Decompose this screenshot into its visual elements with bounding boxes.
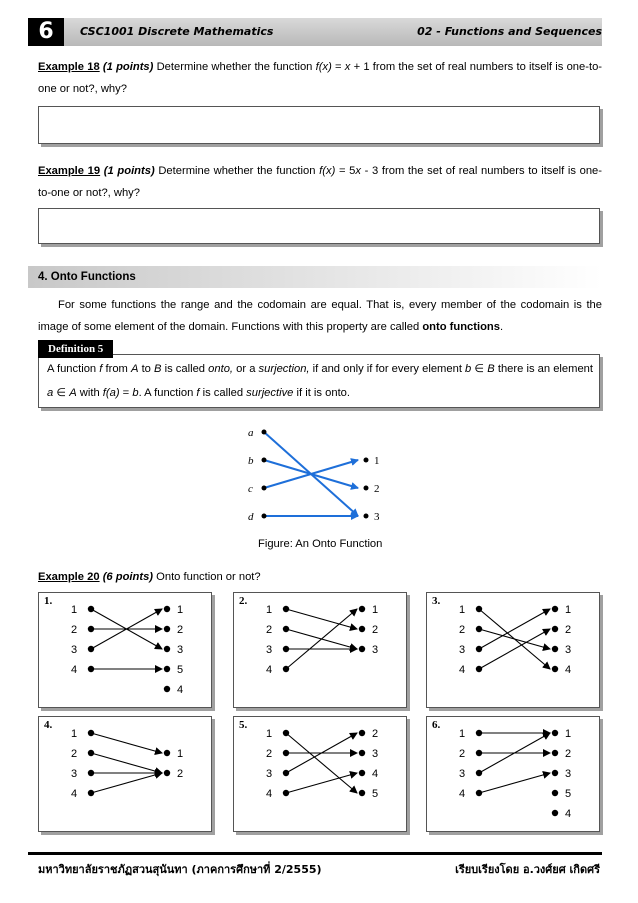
domain-label: 1	[266, 728, 273, 740]
mapping-diagram	[427, 717, 599, 831]
definition-5-box	[38, 354, 600, 408]
example-18-x: x	[344, 61, 351, 73]
codomain-label: 3	[565, 768, 572, 780]
example-18-question	[38, 56, 602, 100]
problem-number: 4.	[44, 719, 53, 731]
domain-label: 2	[266, 748, 273, 760]
codomain-point	[552, 750, 558, 756]
codomain-point	[552, 626, 558, 632]
domain-label: 4	[71, 788, 78, 800]
codomain-label: 3	[372, 748, 379, 760]
example-18-text: =	[331, 61, 345, 73]
codomain-point	[552, 646, 558, 652]
section-4-heading: 4. Onto Functions	[28, 266, 602, 288]
codomain-point	[552, 606, 558, 612]
domain-label: 2	[71, 748, 78, 760]
domain-label: c	[248, 483, 253, 495]
problem-6	[426, 716, 600, 832]
codomain-label: 3	[374, 511, 380, 523]
example-19-text: - 3 from the set of real numbers to itself is one-to-one or not?, why?	[38, 165, 602, 199]
definition-5-text: A function f from A to B is called onto, or a surjection, if and only if for every element b ∈ B there is an element a ∈ A with f(a) = b. A function f is called surjective if it is onto.	[47, 363, 594, 399]
codomain-label: 1	[177, 604, 184, 616]
example-19-text: Determine whether the function	[154, 165, 320, 177]
onto-function-figure	[240, 420, 400, 532]
mapping-arrow	[479, 609, 550, 649]
domain-point	[88, 770, 94, 776]
domain-point	[476, 666, 482, 672]
domain-label: 4	[71, 664, 78, 676]
course-title: CSC1001 Discrete Mathematics	[80, 25, 274, 38]
codomain-label: 4	[565, 664, 572, 676]
codomain-point	[364, 458, 369, 463]
codomain-point	[552, 790, 558, 796]
domain-point	[283, 770, 289, 776]
domain-label: 3	[266, 644, 273, 656]
domain-point	[476, 770, 482, 776]
codomain-point	[164, 606, 170, 612]
codomain-point	[552, 730, 558, 736]
domain-label: 1	[71, 604, 78, 616]
codomain-point	[164, 686, 170, 692]
example-19-fx: f(x)	[319, 165, 336, 177]
domain-point	[283, 750, 289, 756]
codomain-label: 2	[177, 768, 184, 780]
codomain-label: 5	[372, 788, 379, 800]
example-20-text: Onto function or not?	[153, 571, 261, 583]
intro-text: For some functions the range and the codomain are equal. That is, every member of the codomain is the image of some element of the domain. Functions with this property are called	[38, 299, 602, 333]
mapping-arrow	[91, 773, 162, 793]
mapping-arrow	[91, 753, 162, 773]
footer-rule	[28, 852, 602, 855]
codomain-point	[364, 486, 369, 491]
domain-label: 4	[459, 664, 466, 676]
codomain-point	[359, 790, 365, 796]
domain-label: 3	[459, 644, 466, 656]
codomain-point	[164, 666, 170, 672]
figure-caption: Figure: An Onto Function	[258, 538, 383, 550]
domain-point	[88, 666, 94, 672]
example-20-points: (6 points)	[102, 571, 154, 583]
example-20-question	[38, 566, 602, 588]
codomain-point	[359, 606, 365, 612]
mapping-arrow	[479, 629, 550, 649]
chapter-title: 02 - Functions and Sequences	[417, 25, 602, 38]
domain-label: 3	[266, 768, 273, 780]
domain-label: 2	[459, 748, 466, 760]
domain-label: a	[248, 427, 254, 439]
codomain-point	[552, 666, 558, 672]
domain-label: b	[248, 455, 254, 467]
codomain-label: 1	[565, 728, 572, 740]
domain-point	[476, 646, 482, 652]
codomain-label: 2	[372, 624, 379, 636]
domain-point	[88, 626, 94, 632]
codomain-point	[164, 646, 170, 652]
problem-2	[233, 592, 407, 708]
codomain-point	[164, 626, 170, 632]
domain-point	[476, 626, 482, 632]
domain-label: 1	[459, 604, 466, 616]
domain-label: 3	[459, 768, 466, 780]
example-18-title: Example 18	[38, 61, 100, 73]
codomain-point	[364, 514, 369, 519]
mapping-diagram	[234, 593, 406, 707]
mapping-arrow	[479, 773, 550, 793]
example-18-points: (1 points)	[102, 61, 154, 73]
example-19-title: Example 19	[38, 165, 101, 177]
domain-label: 4	[266, 664, 273, 676]
codomain-label: 3	[372, 644, 379, 656]
codomain-label: 1	[177, 748, 184, 760]
codomain-label: 3	[177, 644, 184, 656]
problem-number: 5.	[239, 719, 248, 731]
codomain-label: 3	[565, 644, 572, 656]
mapping-arrow	[286, 609, 357, 669]
example-19-x: x	[355, 165, 361, 177]
problem-3	[426, 592, 600, 708]
domain-label: 3	[71, 768, 78, 780]
domain-label: d	[248, 511, 254, 523]
codomain-label: 2	[374, 483, 380, 495]
mapping-arrow	[91, 733, 162, 753]
domain-point	[88, 606, 94, 612]
domain-point	[88, 730, 94, 736]
example-18-answer-box[interactable]	[38, 106, 600, 144]
problem-1	[38, 592, 212, 708]
codomain-label: 2	[177, 624, 184, 636]
codomain-point	[164, 750, 170, 756]
domain-point	[88, 646, 94, 652]
codomain-point	[359, 770, 365, 776]
mapping-diagram	[39, 593, 211, 707]
page-header	[28, 18, 602, 46]
domain-point	[476, 730, 482, 736]
codomain-label: 4	[565, 808, 572, 820]
intro-text: .	[500, 321, 504, 333]
codomain-point	[164, 770, 170, 776]
codomain-point	[359, 646, 365, 652]
domain-point	[262, 430, 267, 435]
codomain-label: 2	[565, 624, 572, 636]
example-19-text: = 5	[335, 165, 356, 177]
codomain-point	[359, 730, 365, 736]
codomain-label: 5	[177, 664, 184, 676]
chapter-number-badge: 6	[28, 18, 64, 46]
problem-number: 6.	[432, 719, 441, 731]
codomain-label: 1	[374, 455, 380, 467]
domain-label: 1	[266, 604, 273, 616]
domain-label: 2	[71, 624, 78, 636]
example-19-answer-box[interactable]	[38, 208, 600, 244]
example-18-text: + 1 from the set of real numbers to itself is one-to-one or not?, why?	[38, 61, 603, 95]
onto-functions-term: onto functions	[422, 321, 500, 333]
codomain-label: 4	[372, 768, 379, 780]
codomain-point	[552, 770, 558, 776]
domain-point	[283, 730, 289, 736]
codomain-label: 2	[565, 748, 572, 760]
domain-label: 4	[459, 788, 466, 800]
domain-point	[88, 790, 94, 796]
codomain-point	[359, 626, 365, 632]
codomain-label: 4	[177, 684, 184, 696]
problem-number: 1.	[44, 595, 53, 607]
mapping-diagram	[427, 593, 599, 707]
mapping-diagram	[39, 717, 211, 831]
domain-label: 1	[71, 728, 78, 740]
problem-5	[233, 716, 407, 832]
codomain-label: 1	[565, 604, 572, 616]
domain-label: 1	[459, 728, 466, 740]
codomain-label: 5	[565, 788, 572, 800]
domain-point	[262, 458, 267, 463]
domain-point	[283, 790, 289, 796]
problem-number: 2.	[239, 595, 248, 607]
codomain-label: 2	[372, 728, 379, 740]
example-19-points: (1 points)	[103, 165, 155, 177]
problem-4	[38, 716, 212, 832]
definition-5-tab: Definition 5	[38, 340, 113, 358]
section-4-intro	[38, 294, 602, 338]
mapping-arrow	[286, 609, 357, 629]
codomain-point	[359, 750, 365, 756]
problem-number: 3.	[432, 595, 441, 607]
mapping-arrow	[479, 629, 550, 669]
domain-point	[262, 486, 267, 491]
domain-point	[476, 790, 482, 796]
mapping-diagram	[234, 717, 406, 831]
domain-point	[283, 626, 289, 632]
footer-author: เรียบเรียงโดย อ.วงศ์ยศ เกิดศรี	[455, 863, 600, 876]
domain-label: 2	[266, 624, 273, 636]
example-19-question	[38, 160, 602, 204]
mapping-arrow	[286, 773, 357, 793]
example-18-fx: f(x)	[315, 61, 332, 73]
domain-label: 4	[266, 788, 273, 800]
domain-point	[476, 606, 482, 612]
domain-point	[283, 646, 289, 652]
codomain-label: 1	[372, 604, 379, 616]
domain-point	[88, 750, 94, 756]
domain-point	[283, 666, 289, 672]
codomain-point	[552, 810, 558, 816]
domain-point	[476, 750, 482, 756]
domain-label: 2	[459, 624, 466, 636]
example-20-title: Example 20	[38, 571, 100, 583]
mapping-arrow	[286, 733, 357, 793]
example-18-text: Determine whether the function	[153, 61, 316, 73]
domain-point	[283, 606, 289, 612]
footer-university: มหาวิทยาลัยราชภัฏสวนสุนันทา (ภาคการศึกษาที่ 2/2555)	[38, 863, 322, 876]
domain-label: 3	[71, 644, 78, 656]
domain-point	[262, 514, 267, 519]
